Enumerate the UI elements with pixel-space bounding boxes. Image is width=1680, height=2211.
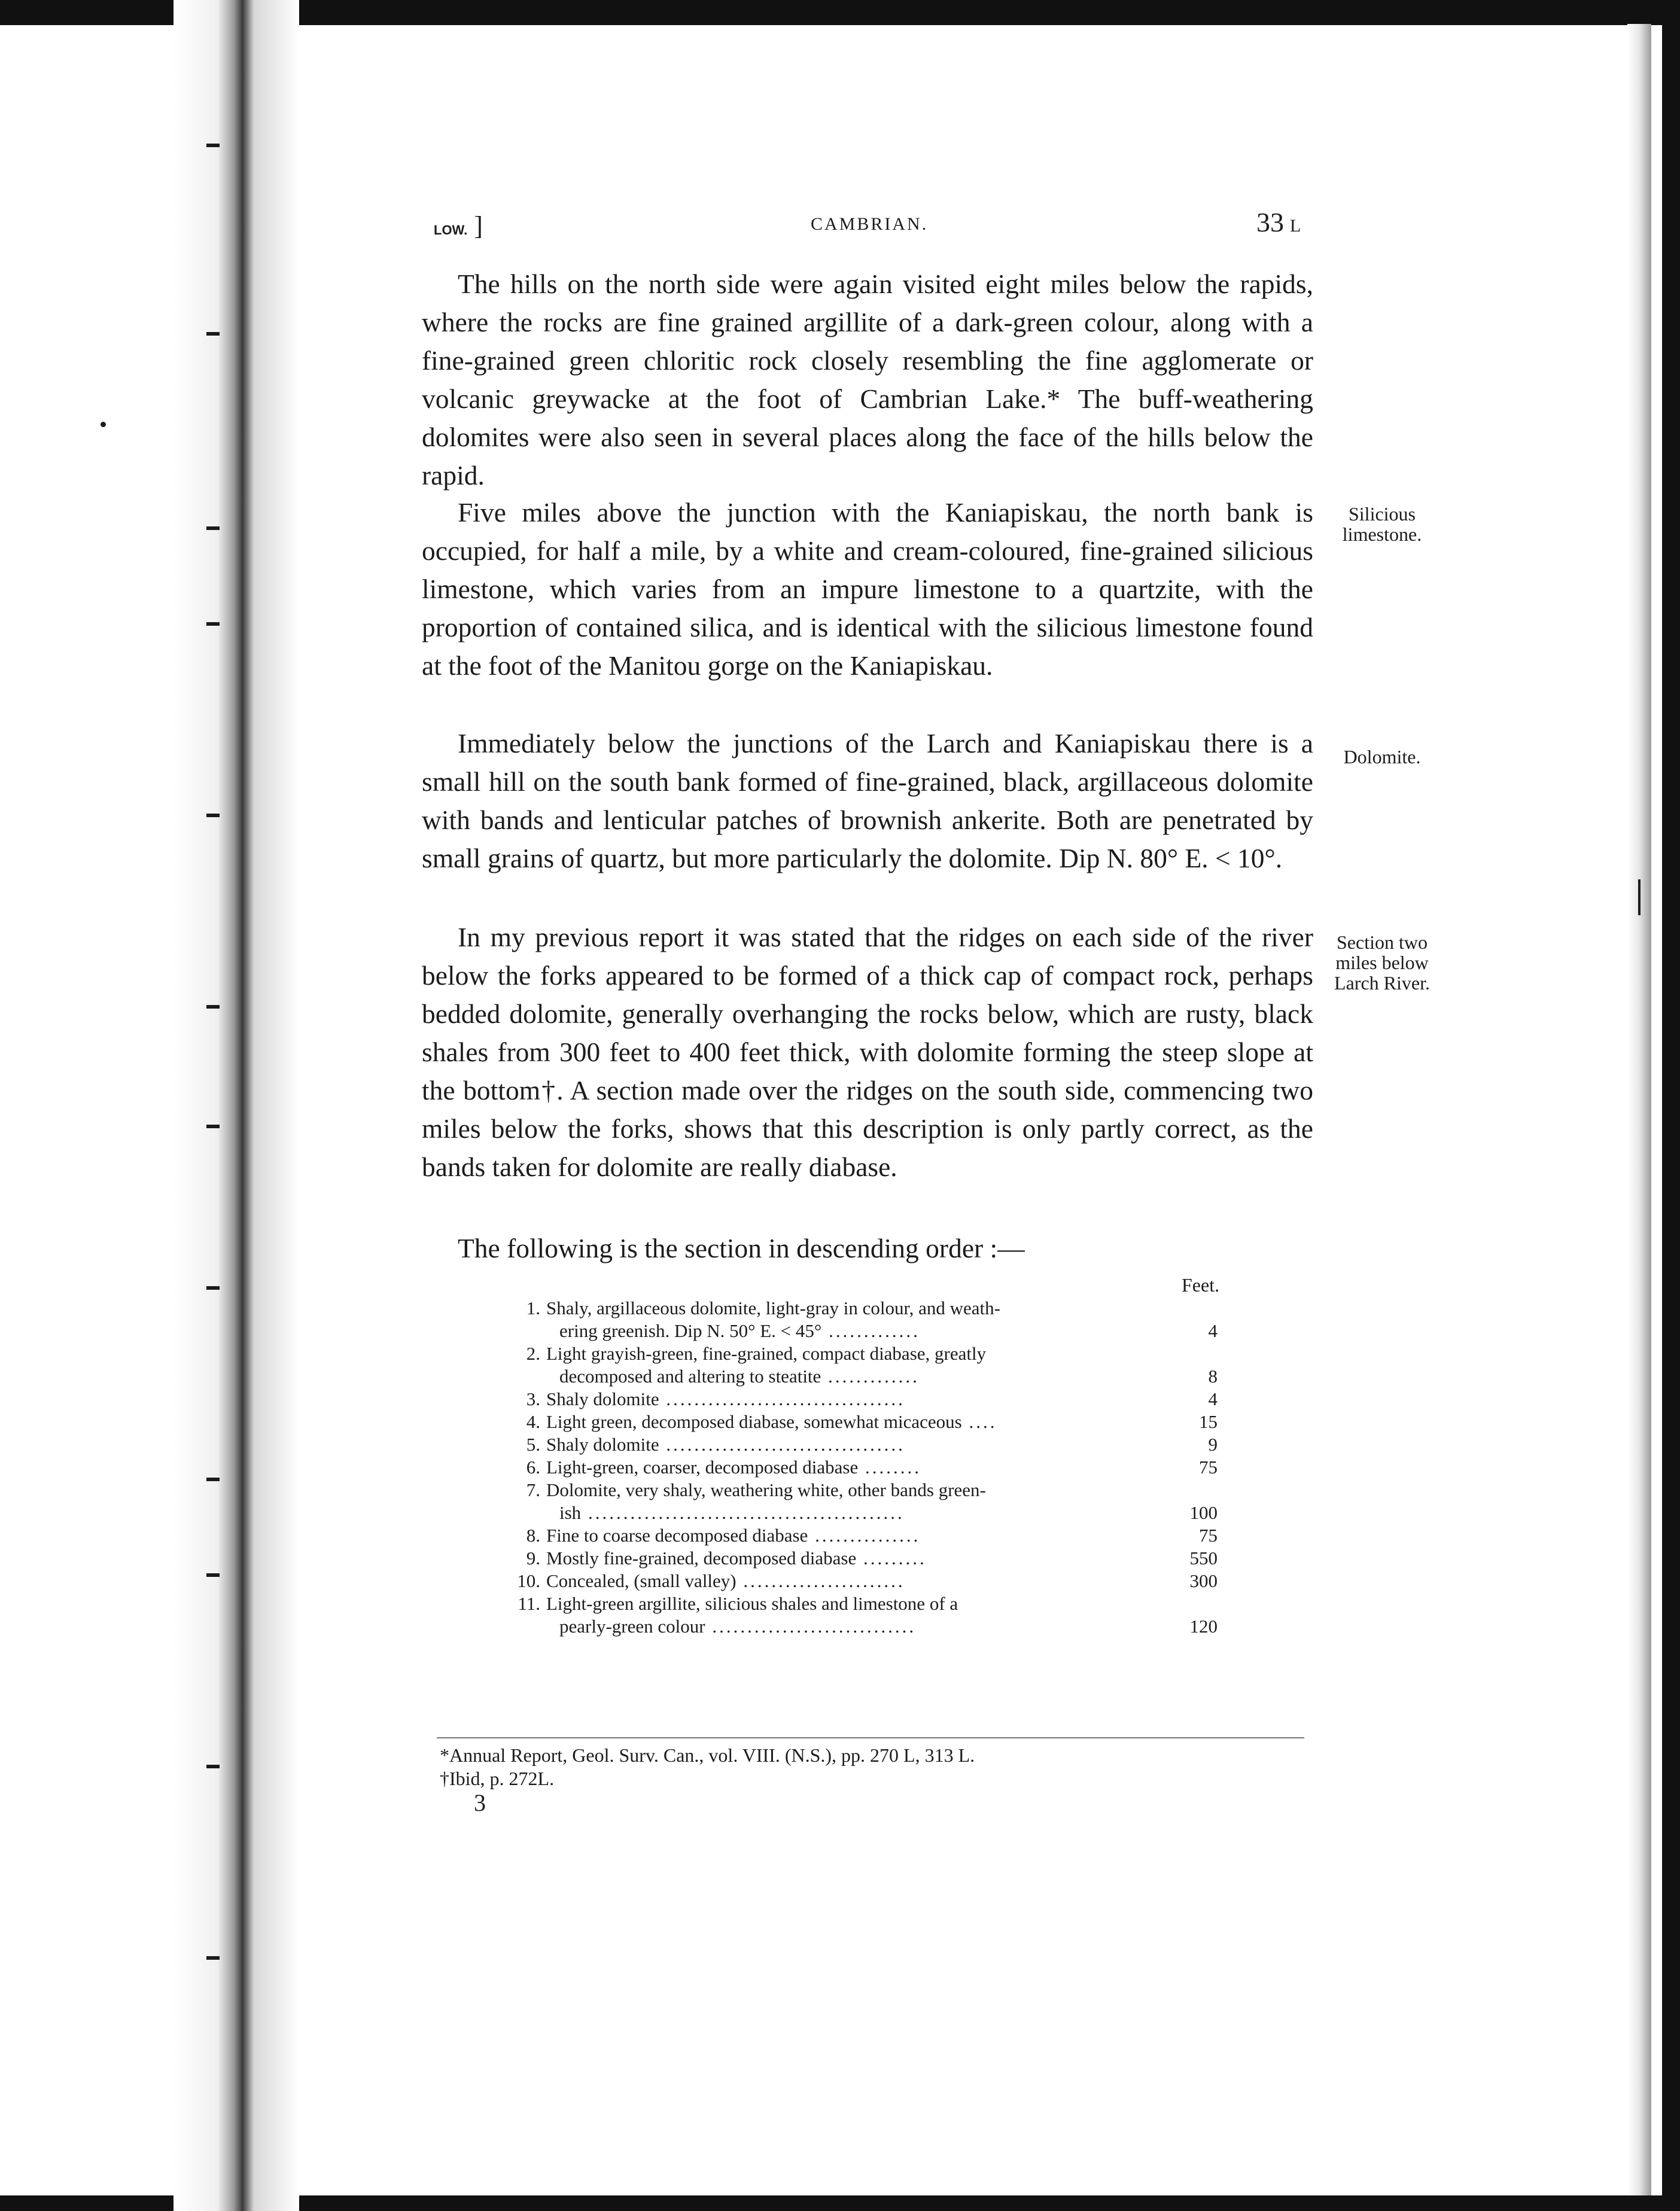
- row-number: 1.: [526, 1298, 540, 1318]
- row-description: Shaly dolomite ..................................: [546, 1434, 905, 1455]
- row-description: Light green, decomposed diabase, somewhat micaceous ....: [546, 1411, 997, 1432]
- leader-dots: ...............: [808, 1525, 921, 1546]
- table-row: [506, 1570, 1218, 1592]
- section-table: [506, 1297, 1218, 1638]
- signature-mark: 3: [474, 1789, 486, 1816]
- table-row: [506, 1342, 1218, 1365]
- table-column-header: Feet.: [1182, 1274, 1220, 1296]
- leader-dots: .............: [821, 1366, 920, 1387]
- edge-mark: [1638, 879, 1641, 915]
- binding-mark: [206, 1478, 220, 1481]
- row-feet: 4: [1208, 1388, 1218, 1409]
- leader-dots: .............................................: [581, 1502, 905, 1523]
- page-number: 33 L: [1256, 207, 1301, 237]
- table-row: [506, 1524, 1218, 1547]
- row-number: 4.: [526, 1411, 540, 1432]
- table-row: [506, 1320, 1218, 1342]
- row-number: 3.: [526, 1388, 540, 1409]
- paragraph: The following is the section in descending order :—: [458, 1233, 1025, 1263]
- row-number: 9.: [526, 1548, 540, 1569]
- row-description: pearly-green colour .............................: [559, 1616, 917, 1637]
- leader-dots: .......................: [736, 1570, 905, 1591]
- table-row: [506, 1592, 1218, 1615]
- row-number: 5.: [526, 1434, 540, 1455]
- footnote: *Annual Report, Geol. Surv. Can., vol. VIII. (N.S.), pp. 270 L, 313 L.: [440, 1744, 975, 1766]
- leader-dots: ..................................: [659, 1388, 905, 1409]
- row-description: decomposed and altering to steatite .............: [559, 1366, 920, 1387]
- paragraph: The hills on the north side were again visited eight miles below the rapids, where the rocks are fine grained argillite of a dark-green colour, along with a fine-grained green chloritic rock closely resembling the fine agglomerate or volcanic greywacke at the foot of Cambrian Lake.* The buff-weathering dolomites were also seen in several places along the face of the hills below the rapid.: [422, 269, 1313, 491]
- row-description: Concealed, (small valley) .......................: [546, 1570, 905, 1591]
- table-row: [506, 1433, 1218, 1456]
- row-feet: 8: [1208, 1366, 1218, 1387]
- table-row: [506, 1615, 1218, 1638]
- row-description: Shaly dolomite ..................................: [546, 1388, 905, 1409]
- leader-dots: ..................................: [659, 1434, 905, 1455]
- row-number: 11.: [518, 1593, 540, 1614]
- row-feet: 75: [1199, 1525, 1218, 1546]
- row-feet: 300: [1189, 1570, 1218, 1591]
- paragraph: In my previous report it was stated that the ridges on each side of the river below the forks appeared to be formed of a thick cap of compact rock, perhaps bedded dolomite, generally overhanging the rocks below, which are rusty, black shales from 300 feet to 400 feet thick, with dolomite forming the steep slope at the bottom†. A section made over the ridges on the south side, commencing two miles below the forks, shows that this description is only partly correct, as the bands taken for dolomite are really diabase.: [422, 922, 1313, 1182]
- row-feet: 120: [1189, 1616, 1218, 1637]
- table-row: [506, 1297, 1218, 1320]
- table-row: [506, 1365, 1218, 1388]
- row-description: Shaly, argillaceous dolomite, light-gray in colour, and weath-: [546, 1298, 1000, 1318]
- row-description: Dolomite, very shaly, weathering white, other bands green-: [546, 1479, 986, 1500]
- row-number: 2.: [526, 1343, 540, 1364]
- margin-speck: [101, 422, 106, 427]
- binding-mark: [206, 1286, 220, 1290]
- leader-dots: ....: [961, 1411, 997, 1432]
- row-description: Light-green argillite, silicious shales and limestone of a: [546, 1593, 958, 1614]
- row-description: Mostly fine-grained, decomposed diabase .........: [546, 1548, 927, 1569]
- binding-mark: [206, 1125, 220, 1128]
- book-gutter-shadow: [174, 0, 299, 2211]
- page-edge-shadow: [1627, 24, 1651, 2195]
- table-row: [506, 1502, 1218, 1524]
- row-description: Light grayish-green, fine-grained, compact diabase, greatly: [546, 1343, 987, 1364]
- sidenote: Dolomite.: [1343, 746, 1421, 768]
- footnote: †Ibid, p. 272L.: [440, 1768, 555, 1789]
- binding-mark: [206, 814, 220, 817]
- table-row: [506, 1456, 1218, 1479]
- footnote-rule: [437, 1737, 1304, 1738]
- row-feet: 75: [1199, 1457, 1218, 1478]
- row-number: 10.: [517, 1570, 540, 1591]
- leader-dots: .............: [821, 1320, 920, 1341]
- row-number: 6.: [526, 1457, 540, 1478]
- table-row: [506, 1411, 1218, 1433]
- binding-mark: [206, 144, 220, 147]
- leader-dots: ........: [858, 1457, 921, 1478]
- table-row: [506, 1547, 1218, 1570]
- row-number: 7.: [526, 1479, 540, 1500]
- row-feet: 100: [1189, 1502, 1218, 1523]
- sidenote: Section two miles below Larch River.: [1334, 931, 1430, 994]
- row-description: Light-green, coarser, decomposed diabase ........: [546, 1457, 921, 1478]
- scan-border-right: [1662, 0, 1680, 2211]
- row-description: Fine to coarse decomposed diabase ...............: [546, 1525, 921, 1546]
- binding-mark: [206, 622, 220, 626]
- paragraph: Five miles above the junction with the Kaniapiskau, the north bank is occupied, for half a mile, by a white and cream-coloured, fine-grained silicious limestone, which varies from an impure limestone to a quartzite, with the proportion of contained silica, and is identical with the silicious limestone found at the foot of the Manitou gorge on the Kaniapiskau.: [422, 497, 1313, 681]
- row-feet: 15: [1199, 1411, 1218, 1432]
- table-row: [506, 1388, 1218, 1411]
- row-description: ish .............................................: [559, 1502, 905, 1523]
- row-description: ering greenish. Dip N. 50° E. < 45° .............: [559, 1320, 920, 1341]
- row-feet: 9: [1208, 1434, 1218, 1455]
- table-row: [506, 1479, 1218, 1502]
- binding-mark: [206, 1573, 220, 1577]
- running-head-title: CAMBRIAN.: [811, 214, 929, 234]
- binding-mark: [206, 1956, 220, 1960]
- leader-dots: .............................: [705, 1616, 917, 1637]
- paragraph: Immediately below the junctions of the Larch and Kaniapiskau there is a small hill on the south bank formed of fine-grained, black, argillaceous dolomite with bands and lenticular patches of brownish ankerite. Both are penetrated by small grains of quartz, but more particularly the dolomite. Dip N. 80° E. < 10°.: [422, 728, 1313, 873]
- row-feet: 550: [1189, 1548, 1218, 1569]
- sidenote: Silicious limestone.: [1342, 503, 1422, 545]
- binding-mark: [206, 526, 220, 530]
- binding-mark: [206, 332, 220, 336]
- row-number: 8.: [526, 1525, 540, 1546]
- row-feet: 4: [1208, 1320, 1218, 1341]
- binding-mark: [206, 1005, 220, 1009]
- binding-mark: [206, 1765, 220, 1768]
- running-head-left: LOW. ]: [434, 211, 483, 240]
- leader-dots: .........: [856, 1548, 927, 1569]
